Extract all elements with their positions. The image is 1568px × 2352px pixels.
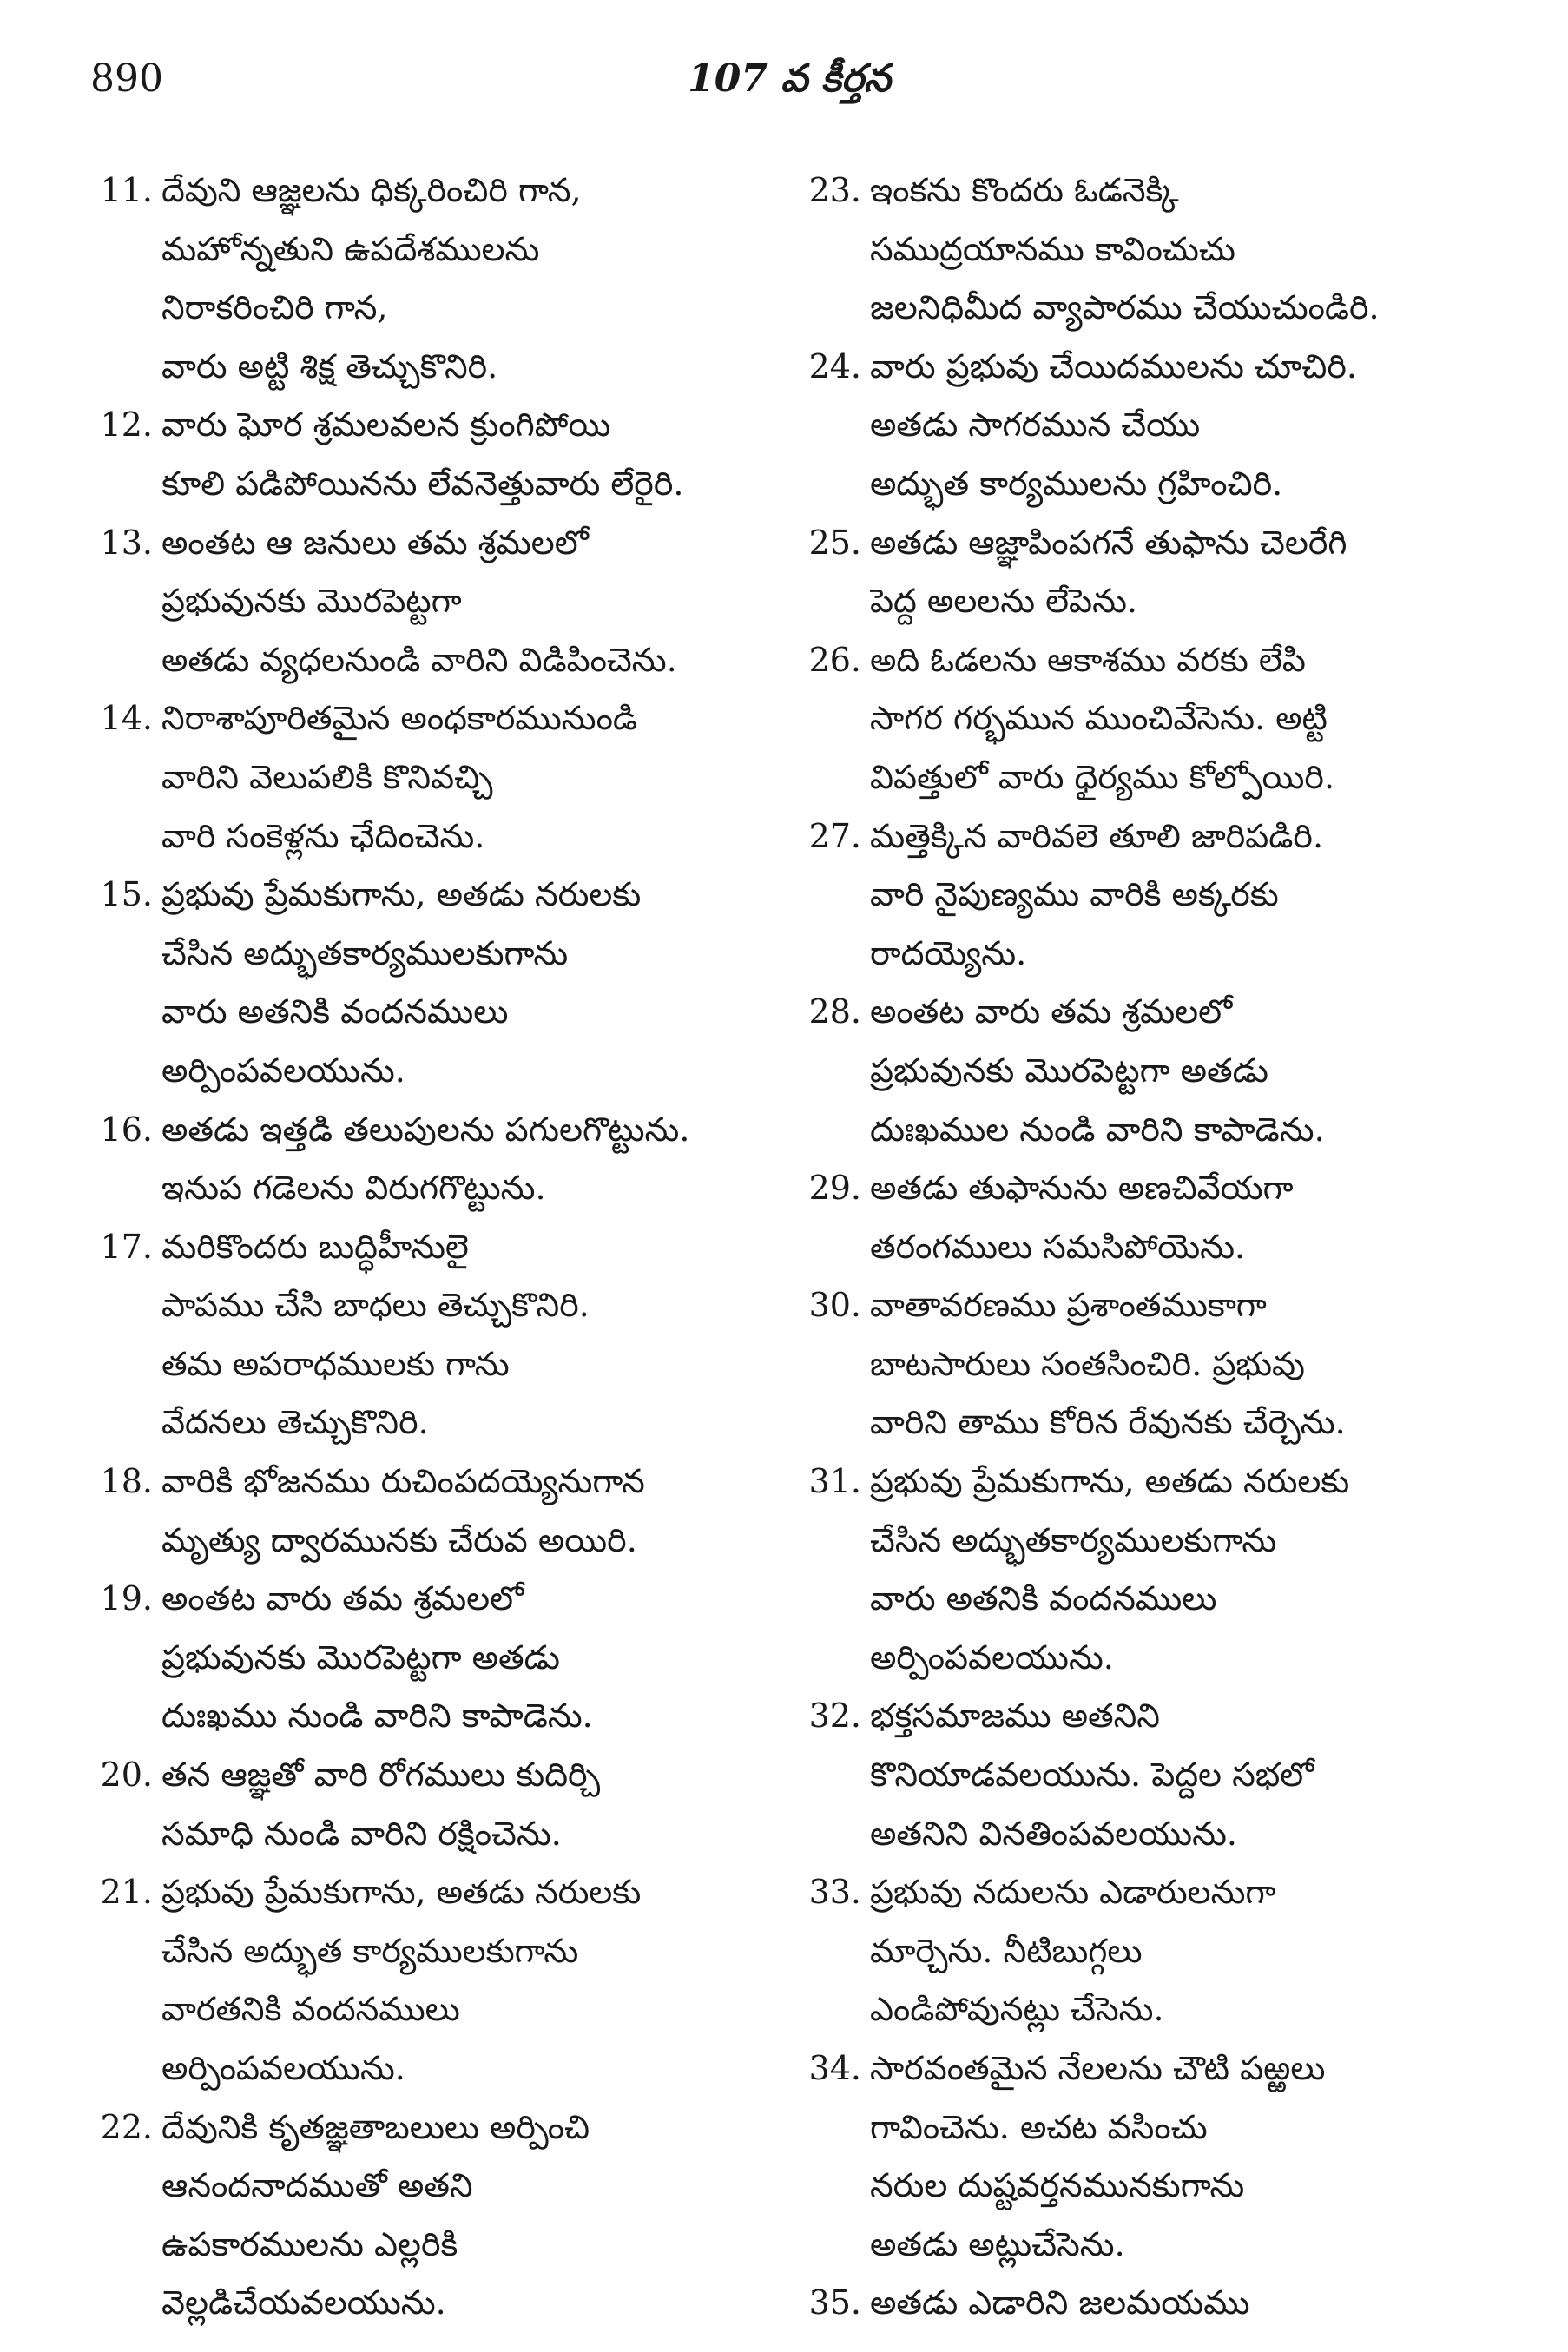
verse-line: భక్తసమాజము అతనిని <box>870 1696 1160 1736</box>
verse-line: వారిని వెలుపలికి కొనివచ్చి <box>161 757 493 796</box>
verse-line: అర్పింపవలయును. <box>161 2049 405 2087</box>
verse-text <box>870 631 1485 807</box>
verse-line: అతడు అట్లుచేసెను. <box>870 2224 1125 2263</box>
verse-line: చేసిన అద్భుతకార్యములకుగాను <box>161 933 569 972</box>
verse-line: చేసిన అద్భుతకార్యములకుగాను <box>870 1520 1277 1559</box>
right-column <box>799 161 1485 2333</box>
verse <box>90 1101 768 1218</box>
verse-line: నిరాశాపూరితమైన అంధకారమునుండి <box>161 699 637 738</box>
verse <box>90 1570 768 1746</box>
verse <box>799 338 1485 514</box>
verse-text <box>870 2039 1485 2274</box>
verse-line: కూలి పడిపోయినను లేవనెత్తువారు లేరైరి. <box>161 464 684 503</box>
verse-line: పాపము చేసి బాధలు తెచ్చుకొనిరి. <box>161 1286 590 1325</box>
verse-number: 35. <box>808 2283 861 2322</box>
verse-text <box>870 1276 1485 1453</box>
verse <box>90 1218 768 1453</box>
verse-line: రాదయ్యెను. <box>870 933 1027 972</box>
verse <box>799 2039 1485 2274</box>
verse-number: 17. <box>100 1227 153 1266</box>
verse-text <box>870 2274 1485 2333</box>
page-number: 890 <box>90 56 163 101</box>
verse-line: వారు అట్టి శిక్ష తెచ్చుకొనిరి. <box>161 346 498 385</box>
verse-text <box>161 689 768 866</box>
verse-line: మార్చెను. నీటిబుగ్గలు <box>870 1931 1143 1970</box>
verse-line: దేవునికి కృతజ్ఞతాబలులు అర్పించి <box>161 2107 590 2146</box>
verse-line: జలనిధిమీద వ్యాపారము చేయుచుండిరి. <box>870 288 1380 327</box>
verse-line: అద్భుత కార్యములను గ్రహించిరి. <box>870 464 1283 503</box>
verse-line: అర్పింపవలయును. <box>870 1637 1114 1677</box>
verse <box>799 1863 1485 2039</box>
verse-text <box>870 1687 1485 1863</box>
verse-line: అతడు ఇత్తడి తలుపులను పగులగొట్టును. <box>161 1110 690 1149</box>
verse-text <box>161 1218 768 1453</box>
verse-line: వారు ఘోర శ్రమలవలన క్రుంగిపోయి <box>161 405 611 445</box>
verse-number: 21. <box>100 1873 153 1912</box>
verse-number: 19. <box>100 1579 153 1618</box>
verse-line: వారిని తాము కోరిన రేవునకు చేర్చెను. <box>870 1403 1346 1442</box>
verse-line: అతడు వ్యధలనుండి వారిని విడిపించెను. <box>161 640 677 679</box>
verse-text <box>870 161 1485 338</box>
verse-number: 30. <box>808 1286 861 1325</box>
verse <box>799 1159 1485 1276</box>
verse-number: 24. <box>808 346 861 385</box>
verse-line: ప్రభువునకు మొరపెట్టగా అతడు <box>161 1637 560 1677</box>
verse-line: అంతట వారు తమ శ్రమలలో <box>161 1579 524 1618</box>
verse-line: ప్రభువు ప్రేమకుగాను, అతడు నరులకు <box>161 875 642 914</box>
verse-number: 26. <box>808 640 861 679</box>
verse-line: నిరాకరించిరి గాన, <box>161 288 388 327</box>
verse <box>799 514 1485 631</box>
verse <box>90 689 768 866</box>
verse-text <box>161 2098 768 2333</box>
verse-line: అతడు ఆజ్ఞాపింపగనే తుఫాను చెలరేగి <box>870 523 1347 562</box>
verse <box>90 396 768 513</box>
verse-number: 32. <box>808 1696 861 1736</box>
verse-text <box>870 1453 1485 1687</box>
verse-line: తన ఆజ్ఞతో వారి రోగములు కుదిర్చి <box>161 1756 601 1795</box>
left-column <box>90 161 768 2333</box>
verse-text <box>161 1746 768 1863</box>
verse-text <box>161 1101 768 1218</box>
verse <box>799 2274 1485 2333</box>
verse-line: సమాధి నుండి వారిని రక్షించెను. <box>161 1814 562 1853</box>
verse-number: 34. <box>808 2049 861 2087</box>
verse-line: మహోన్నతుని ఉపదేశములను <box>161 229 540 268</box>
verse-line: ప్రభువు ప్రేమకుగాను, అతడు నరులకు <box>870 1462 1350 1501</box>
verse-text <box>870 983 1485 1159</box>
verse-line: ప్రభువునకు మొరపెట్టగా అతడు <box>870 1051 1268 1090</box>
verse-line: బాటసారులు సంతసించిరి. ప్రభువు <box>870 1344 1305 1383</box>
verse-line: అది ఓడలను ఆకాశము వరకు లేపి <box>870 640 1306 679</box>
verse-line: చేసిన అద్భుత కార్యములకుగాను <box>161 1931 579 1970</box>
verse-text <box>161 1570 768 1746</box>
verse-line: వారు ప్రభువు చేయిదములను చూచిరి. <box>870 346 1358 385</box>
verse <box>90 2098 768 2333</box>
verse-line: దుఃఖము నుండి వారిని కాపాడెను. <box>161 1696 593 1736</box>
verse-line: అతడు ఎడారిని జలమయము <box>870 2283 1250 2322</box>
verse-number: 18. <box>100 1462 153 1501</box>
verse-text <box>161 514 768 690</box>
verse <box>90 1746 768 1863</box>
verse-line: తమ అపరాధములకు గాను <box>161 1344 510 1383</box>
verse-number: 16. <box>100 1110 153 1149</box>
verse-line: అతడు సాగరమున చేయు <box>870 405 1201 445</box>
verse-line: కొనియాడవలయును. పెద్దల సభలో <box>870 1756 1314 1795</box>
verse-text <box>161 161 768 396</box>
verse-line: సాగర గర్భమున ముంచివేసెను. అట్టి <box>870 699 1328 738</box>
verse-line: ఎండిపోవునట్లు చేసెను. <box>870 1990 1164 2029</box>
verse-line: నరుల దుష్టవర్తనమునకుగాను <box>870 2166 1245 2205</box>
verse-line: ఉపకారములను ఎల్లరికి <box>161 2224 458 2263</box>
verse-line: మరికొందరు బుద్ధిహీనులై <box>161 1227 469 1266</box>
verse-text <box>161 396 768 513</box>
verse-line: సారవంతమైన నేలలను చౌటి పఱ్ఱలు <box>870 2049 1326 2087</box>
verse-text <box>870 514 1485 631</box>
verse-line: దుఃఖముల నుండి వారిని కాపాడెను. <box>870 1110 1325 1149</box>
verse-line: మత్తెక్కిన వారివలె తూలి జారిపడిరి. <box>870 816 1324 855</box>
verse-number: 31. <box>808 1462 861 1501</box>
verse-text <box>161 1863 768 2098</box>
verse-number: 25. <box>808 523 861 562</box>
verse-line: ప్రభువు ప్రేమకుగాను, అతడు నరులకు <box>161 1873 642 1912</box>
verse-line: పెద్ద అలలను లేపెను. <box>870 582 1137 621</box>
verse-text <box>870 1159 1485 1276</box>
verse-line: వారతనికి వందనములు <box>161 1990 460 2029</box>
verse <box>799 807 1485 984</box>
verse <box>90 1863 768 2098</box>
verse-number: 11. <box>100 171 153 209</box>
verse-line: ప్రభువు నదులను ఎడారులనుగా <box>870 1873 1276 1912</box>
verse-line: విపత్తులో వారు ధైర్యము కోల్పోయిరి. <box>870 757 1335 796</box>
verse-line: వారి నైపుణ్యము వారికి అక్కరకు <box>870 875 1279 914</box>
verse-line: వేదనలు తెచ్చుకొనిరి. <box>161 1403 429 1442</box>
verse <box>90 514 768 690</box>
verse-number: 27. <box>808 816 861 855</box>
page-header <box>90 49 1488 109</box>
verse-text <box>161 1453 768 1570</box>
verse-line: ఇంకను కొందరు ఓడనెక్కి <box>870 171 1179 209</box>
verse <box>799 1687 1485 1863</box>
verse-line: అతడు తుఫానును అణచివేయగా <box>870 1169 1294 1208</box>
verse-line: ఆనందనాదముతో అతని <box>161 2166 473 2205</box>
verse-line: ఇనుప గడెలను విరుగగొట్టును. <box>161 1169 546 1208</box>
verse-number: 20. <box>100 1756 153 1795</box>
verse-line: అంతట ఆ జనులు తమ శ్రమలలో <box>161 523 589 562</box>
verse-line: తరంగములు సమసిపోయెను. <box>870 1227 1246 1266</box>
verse-line: గావించెను. అచట వసించు <box>870 2107 1208 2146</box>
verse-number: 33. <box>808 1873 861 1912</box>
verse-number: 13. <box>100 523 153 562</box>
verse-number: 12. <box>100 405 153 445</box>
verse-line: వారు అతనికి వందనములు <box>161 992 509 1031</box>
verse-line: దేవుని ఆజ్ఞలను ధిక్కరించిరి గాన, <box>161 171 582 209</box>
verse <box>799 1453 1485 1687</box>
verse-text <box>870 1863 1485 2039</box>
verse-line: సముద్రయానము కావించుచు <box>870 229 1235 268</box>
verse-line: వారి సంకెళ్లను ఛేదించెను. <box>161 816 485 855</box>
verse-number: 14. <box>100 699 153 738</box>
verse <box>90 866 768 1100</box>
verse-line: వారికి భోజనము రుచింపదయ్యెనుగాన <box>161 1462 645 1501</box>
verse <box>799 1276 1485 1453</box>
verse-line: అంతట వారు తమ శ్రమలలో <box>870 992 1233 1031</box>
verse-line: అతనిని వినతింపవలయును. <box>870 1814 1237 1853</box>
verse-number: 15. <box>100 875 153 914</box>
verse-number: 28. <box>808 992 861 1031</box>
verse-number: 29. <box>808 1169 861 1208</box>
verse-line: వాతావరణము ప్రశాంతముకాగా <box>870 1286 1267 1325</box>
verse-line: మృత్యు ద్వారమునకు చేరువ అయిరి. <box>161 1520 637 1559</box>
verse-line: వారు అతనికి వందనములు <box>870 1579 1217 1618</box>
verse-line: అర్పింపవలయును. <box>161 1051 405 1090</box>
verse <box>799 631 1485 807</box>
verse-line: ప్రభువునకు మొరపెట్టగా <box>161 582 462 621</box>
verse <box>799 161 1485 338</box>
verse-text <box>161 866 768 1100</box>
verse-line: వెల్లడిచేయవలయును. <box>161 2283 446 2322</box>
verse-number: 22. <box>100 2107 153 2146</box>
verse-text <box>870 807 1485 984</box>
verse <box>90 161 768 396</box>
page-title: 107 వ కీర్తన <box>688 56 891 101</box>
verse <box>90 1453 768 1570</box>
verse-text <box>870 338 1485 514</box>
verse <box>799 983 1485 1159</box>
verse-number: 23. <box>808 171 861 209</box>
